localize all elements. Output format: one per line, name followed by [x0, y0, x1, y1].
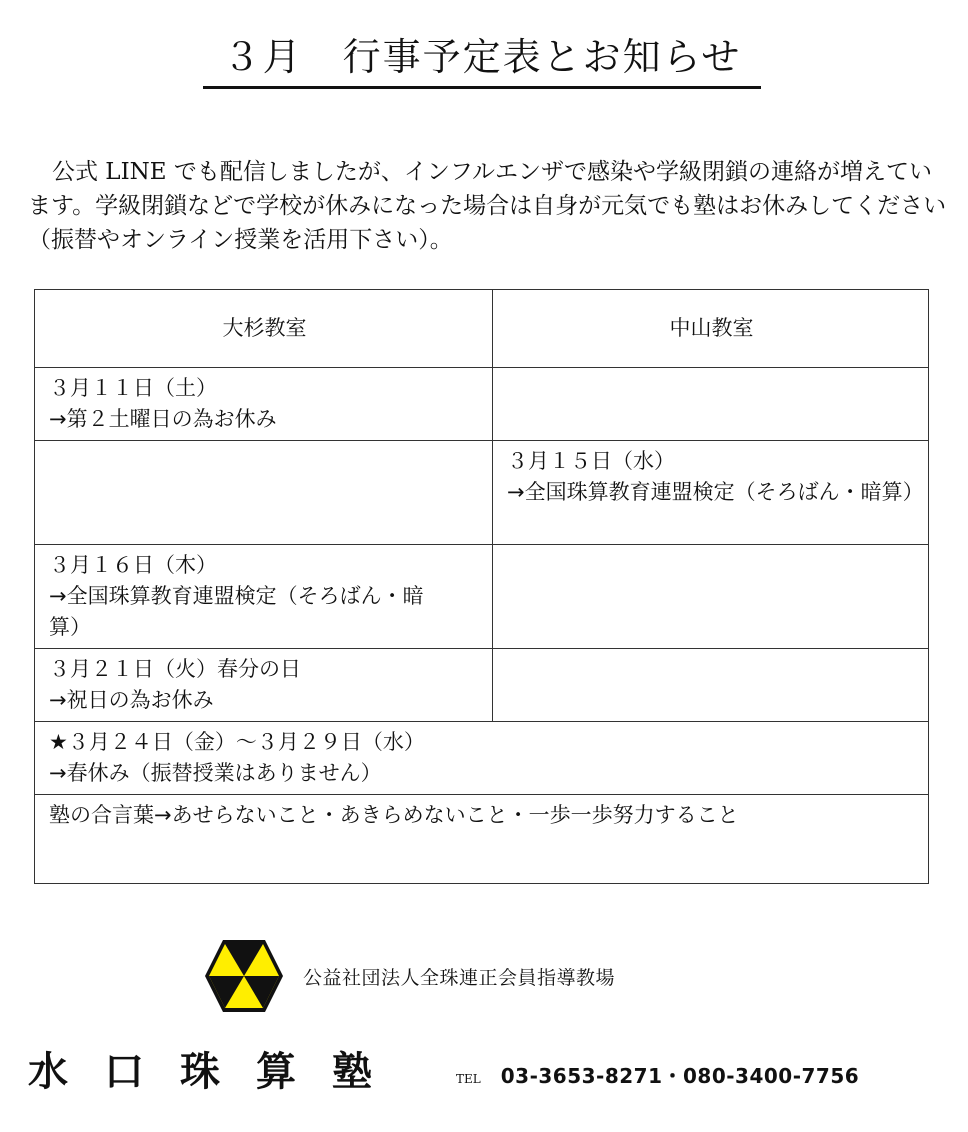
table-header-row	[35, 290, 929, 368]
cell-nakayama-empty	[493, 368, 929, 441]
motto-cell: 塾の合言葉→あせらないこと・あきらめないこと・一歩一歩努力すること	[35, 795, 929, 884]
header-osugi: 大杉教室	[35, 290, 493, 368]
cell-osugi-empty	[35, 441, 493, 545]
organization-block	[203, 938, 615, 1014]
table-row	[35, 545, 929, 649]
table-row	[35, 722, 929, 795]
spring-break-note: →春休み（振替授業はありません）	[49, 761, 382, 785]
table-row	[35, 649, 929, 722]
event-date: ３月１６日（木）	[49, 553, 217, 577]
cell-osugi	[35, 649, 493, 722]
school-name: 水口珠算塾	[28, 1049, 408, 1095]
tel-label: TEL	[456, 1072, 481, 1086]
schedule-table	[34, 289, 929, 884]
spring-break-cell	[35, 722, 929, 795]
table-row	[35, 441, 929, 545]
table-row	[35, 795, 929, 884]
event-date: ３月１１日（土）	[49, 376, 217, 400]
contact-phone	[456, 1060, 859, 1089]
organization-name: 公益社団法人全珠連正会員指導教場	[303, 966, 616, 989]
table-row	[35, 368, 929, 441]
cell-nakayama	[493, 441, 929, 545]
event-note: →祝日の為お休み	[49, 688, 214, 712]
event-date: ３月１５日（水）	[507, 449, 675, 473]
event-note: →第２土曜日の為お休み	[49, 407, 277, 431]
tel-numbers: 03-3653-8271・080-3400-7756	[500, 1064, 860, 1088]
abacus-federation-logo-icon	[203, 938, 285, 1014]
header-nakayama: 中山教室	[493, 290, 929, 368]
spring-break-dates: ★３月２４日（金）～３月２９日（水）	[49, 730, 425, 754]
event-note: →全国珠算教育連盟検定（そろばん・暗算）	[507, 480, 924, 504]
cell-nakayama-empty	[493, 545, 929, 649]
intro-notice: 公式 LINE でも配信しましたが、インフルエンザで感染や学級閉鎖の連絡が増えています。学級閉鎖などで学校が休みになった場合は自身が元気でも塾はお休みしてください（振替やオンライン授業を活用下さい）。	[28, 159, 947, 253]
cell-nakayama-empty	[493, 649, 929, 722]
event-date: ３月２１日（火）春分の日	[49, 657, 301, 681]
page-title: ３月 行事予定表とお知らせ	[203, 28, 761, 89]
cell-osugi	[35, 545, 493, 649]
event-note: →全国珠算教育連盟検定（そろばん・暗算）	[49, 584, 424, 639]
cell-osugi	[35, 368, 493, 441]
